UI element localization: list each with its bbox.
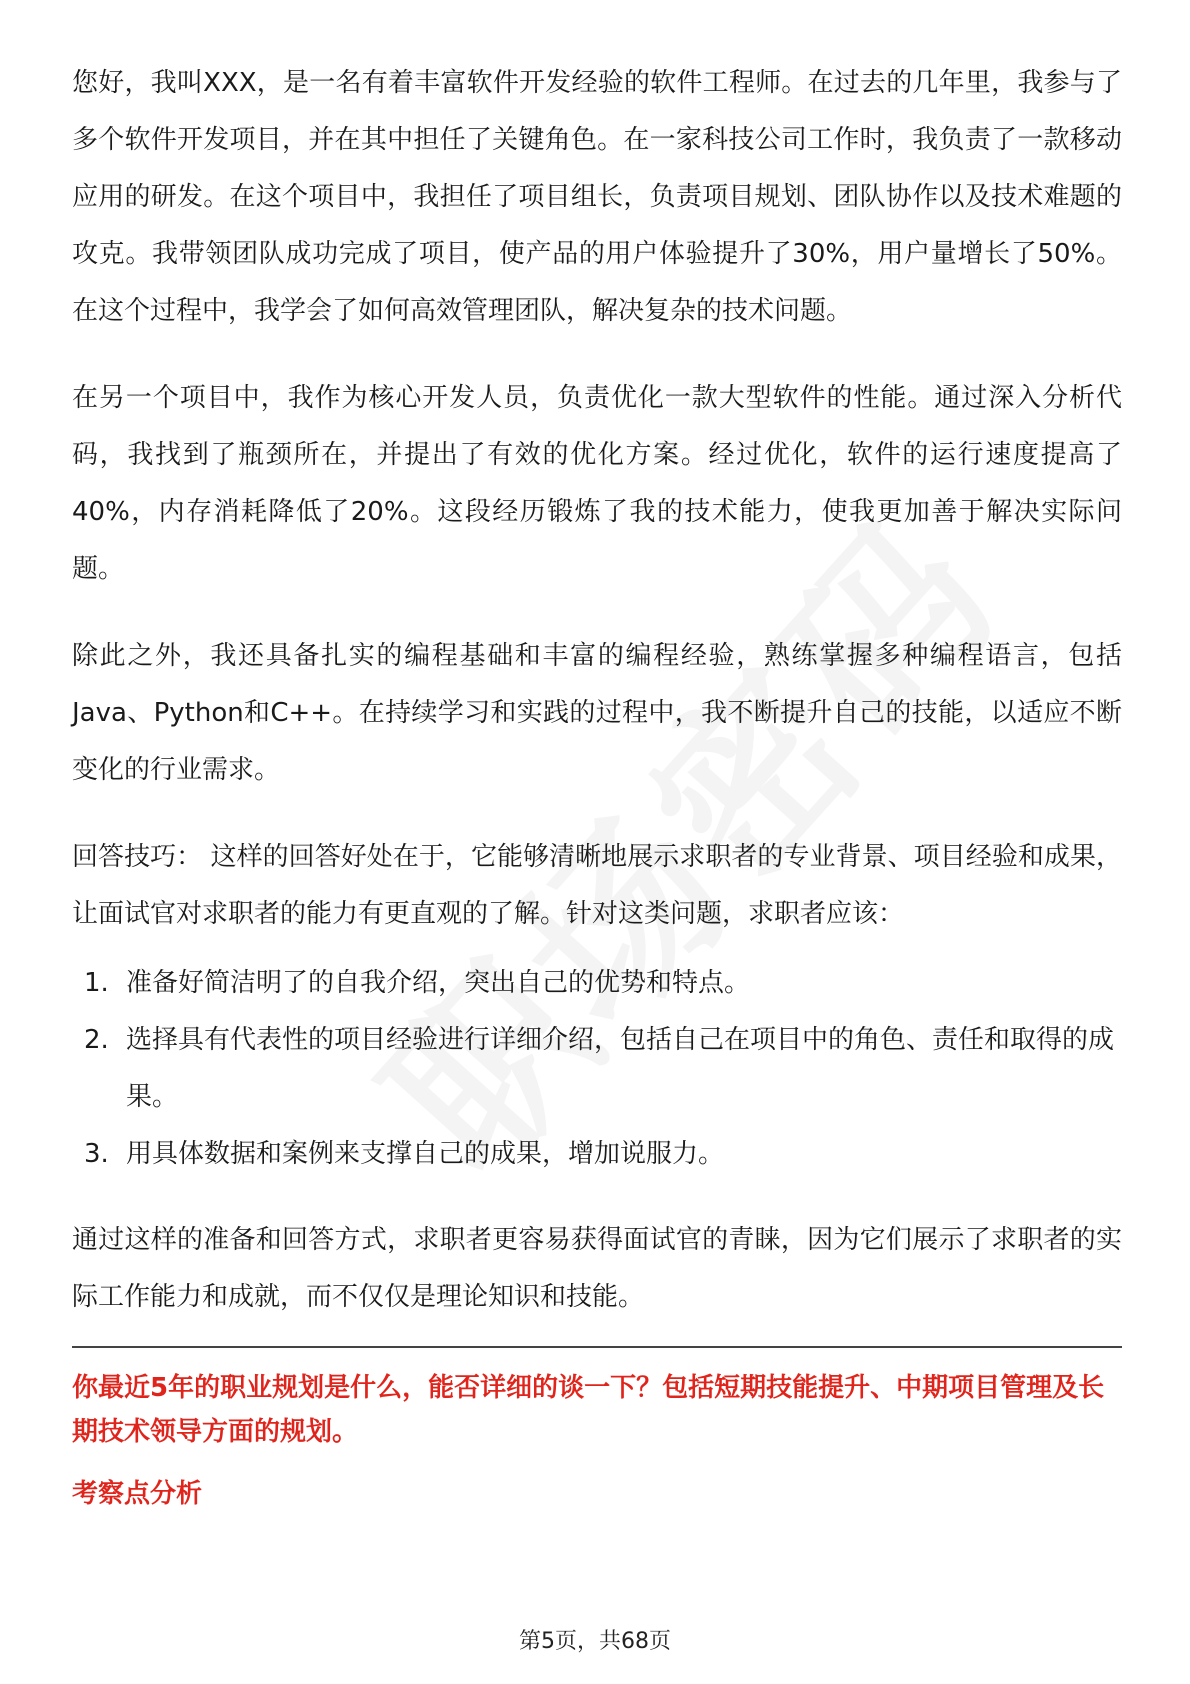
list-item <box>72 955 1122 1012</box>
next-question: 你最近5年的职业规划是什么，能否详细的谈一下？包括短期技能提升、中期项目管理及长期技术领导方面的规划。 <box>72 1373 1105 1447</box>
paragraph-skills: 除此之外，我还具备扎实的编程基础和丰富的编程经验，熟练掌握多种编程语言，包括Java、Python和C++。在持续学习和实践的过程中，我不断提升自己的技能，以适应不断变化的行业需求。 <box>72 641 1122 785</box>
list-number: 2. <box>84 1025 109 1055</box>
list-text: 选择具有代表性的项目经验进行详细介绍，包括自己在项目中的角色、责任和取得的成果。 <box>126 1025 1115 1112</box>
list-text: 用具体数据和案例来支撑自己的成果，增加说服力。 <box>126 1139 725 1169</box>
list-text: 准备好简洁明了的自我介绍，突出自己的优势和特点。 <box>126 968 751 998</box>
tips-list <box>72 955 1122 1183</box>
section-divider <box>72 1346 1122 1348</box>
paragraph-answer-tips: 回答技巧： 这样的回答好处在于，它能够清晰地展示求职者的专业背景、项目经验和成果，让面试官对求职者的能力有更直观的了解。针对这类问题，求职者应该： <box>72 842 1122 929</box>
list-number: 1. <box>84 968 109 998</box>
page-footer: 第5页，共68页 <box>519 1629 671 1654</box>
paragraph-intro: 您好，我叫XXX，是一名有着丰富软件开发经验的软件工程师。在过去的几年里，我参与了多个软件开发项目，并在其中担任了关键角色。在一家科技公司工作时，我负责了一款移动应用的研发。在这个项目中，我担任了项目组长，负责项目规划、团队协作以及技术难题的攻克。我带领团队成功完成了项目，使产品的用户体验提升了30%，用户量增长了50%。在这个过程中，我学会了如何高效管理团队，解决复杂的技术问题。 <box>72 68 1122 326</box>
list-number: 3. <box>84 1139 109 1169</box>
document-page <box>72 55 1122 1516</box>
list-item <box>72 1012 1122 1126</box>
analysis-heading: 考察点分析 <box>72 1479 203 1509</box>
paragraph-conclusion: 通过这样的准备和回答方式，求职者更容易获得面试官的青睐，因为它们展示了求职者的实际工作能力和成就，而不仅仅是理论知识和技能。 <box>72 1225 1122 1312</box>
paragraph-optimization: 在另一个项目中，我作为核心开发人员，负责优化一款大型软件的性能。通过深入分析代码，我找到了瓶颈所在，并提出了有效的优化方案。经过优化，软件的运行速度提高了40%，内存消耗降低了20%。这段经历锻炼了我的技术能力，使我更加善于解决实际问题。 <box>72 383 1122 584</box>
list-item <box>72 1126 1122 1183</box>
